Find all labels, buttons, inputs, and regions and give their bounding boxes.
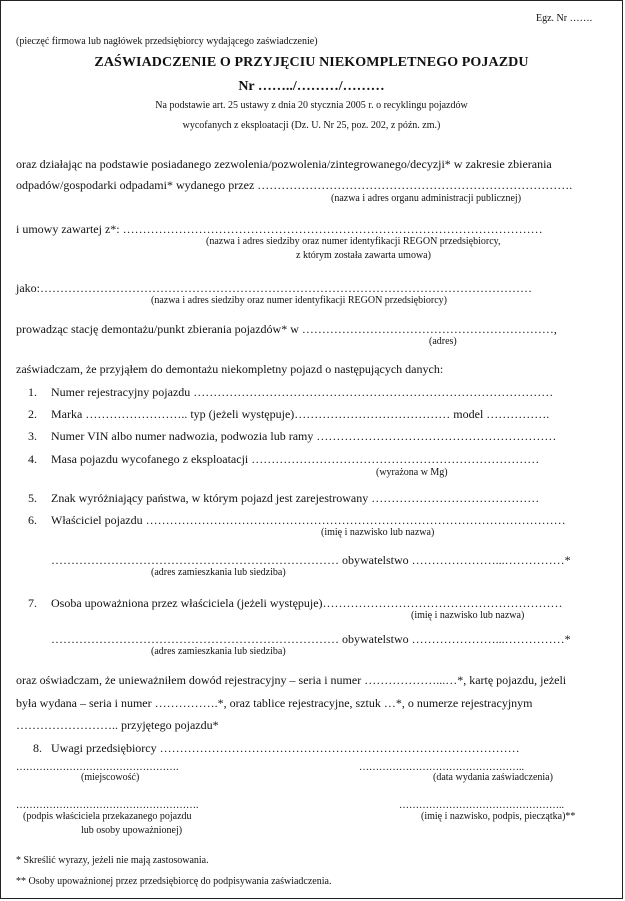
declaration-line-1: oraz oświadczam, że unieważniłem dowód rejestracyjny – seria i numer ………………...…*, kartę pojazdu, jeżeli xyxy=(16,673,567,687)
date-hint: (data wydania zaświadczenia) xyxy=(433,772,553,783)
item-5-country-code: Znak wyróżniający państwa, w którym pojazd jest zarejestrowany …………………………………… xyxy=(51,491,540,505)
permit-hint: (nazwa i adres organu administracji publicznej) xyxy=(331,193,522,204)
document-number: Nr ……../………/……… xyxy=(238,79,385,94)
date-dots: ………………………………………….. xyxy=(359,762,524,773)
item-7-authorized-person: Osoba upoważniona przez właściciela (jeżeli występuje)…………………………………………………… xyxy=(51,596,563,610)
item-1-number: 1. xyxy=(28,385,37,399)
item-6-address-citizenship: ……………………………………………………………… obywatelstwo …………………...……………* xyxy=(51,553,571,567)
item-2-number: 2. xyxy=(28,407,37,421)
owner-signature-dots: ………………………………………………. xyxy=(16,800,199,811)
stamp-note: (pieczęć firmowa lub nagłówek przedsiębiorcy wydającego zaświadczenie) xyxy=(16,36,318,47)
permit-line-2: odpadów/gospodarki odpadami* wydanego przez ……………………………………………………………………. xyxy=(16,178,573,192)
as-line: jako:…………………………………………………………………………………………………………… xyxy=(16,281,532,295)
item-5-number: 5. xyxy=(28,491,37,505)
as-hint: (nazwa i adres siedziby oraz numer identyfikacji REGON przedsiębiorcy) xyxy=(151,295,447,306)
certify-line: zaświadczam, że przyjąłem do demontażu niekompletny pojazd o następujących danych: xyxy=(16,362,444,376)
issuer-signature-dots: ………………………………………….. xyxy=(399,800,564,811)
footnote-1: * Skreślić wyrazy, jeżeli nie mają zastosowania. xyxy=(16,855,209,866)
item-6-owner: Właściciel pojazdu …………………………………………………………………………………………… xyxy=(51,513,566,527)
item-6-address-hint: (adres zamieszkania lub siedziba) xyxy=(151,567,286,578)
declaration-line-3: …………………….. przyjętego pojazdu* xyxy=(16,718,219,732)
copy-number: Egz. Nr ……. xyxy=(536,13,593,24)
item-3-number: 3. xyxy=(28,429,37,443)
place-dots: …………………………………………. xyxy=(16,762,179,773)
place-hint: (miejscowość) xyxy=(81,772,140,783)
contract-hint-2: z którym została zawarta umowa) xyxy=(296,250,431,261)
item-7-hint: (imię i nazwisko lub nazwa) xyxy=(411,610,525,621)
item-7-address-hint: (adres zamieszkania lub siedziba) xyxy=(151,646,286,657)
contract-hint-1: (nazwa i adres siedziby oraz numer identyfikacji REGON przedsiębiorcy, xyxy=(206,236,501,247)
item-7-number: 7. xyxy=(28,596,37,610)
issuer-signature-hint: (imię i nazwisko, podpis, pieczątka)** xyxy=(421,811,576,822)
item-4-hint: (wyrażona w Mg) xyxy=(376,467,448,478)
footnote-2: ** Osoby upoważnionej przez przedsiębiorcę do podpisywania zaświadczenia. xyxy=(16,876,332,887)
document-title: ZAŚWIADCZENIE O PRZYJĘCIU NIEKOMPLETNEGO POJAZDU xyxy=(94,55,529,70)
remarks-line: Uwagi przedsiębiorcy ……………………………………………………………………………… xyxy=(51,741,520,755)
owner-signature-hint-2: lub osoby upoważnionej) xyxy=(81,825,183,836)
legal-basis-line-2: wycofanych z eksploatacji (Dz. U. Nr 25, poz. 202, z późn. zm.) xyxy=(182,120,441,131)
station-line: prowadząc stację demontażu/punkt zbierania pojazdów* w ………………………………………………………, xyxy=(16,322,557,336)
item-4-number: 4. xyxy=(28,452,37,466)
item-4-mass: Masa pojazdu wycofanego z eksploatacji ……………………………………………………………… xyxy=(51,452,540,466)
permit-line-1: oraz działając na podstawie posiadanego zezwolenia/pozwolenia/zintegrowanego/decyzji* w zakresie zbierania xyxy=(16,157,552,171)
item-1-registration: Numer rejestracyjny pojazdu ……………………………………………………………………………… xyxy=(51,385,554,399)
contract-line: i umowy zawartej z*: …………………………………………………………………………………………… xyxy=(16,222,543,236)
item-3-vin: Numer VIN albo numer nadwozia, podwozia lub ramy …………………………………………………… xyxy=(51,429,557,443)
station-hint: (adres) xyxy=(429,336,457,347)
item-7-address-citizenship: ……………………………………………………………… obywatelstwo …………………...……………* xyxy=(51,632,571,646)
owner-signature-hint-1: (podpis właściciela przekazanego pojazdu xyxy=(23,811,192,822)
declaration-line-2: była wydana – seria i numer …………….*, oraz tablice rejestracyjne, sztuk …*, o numerze rejestracyjnym xyxy=(16,696,533,710)
item-6-hint: (imię i nazwisko lub nazwa) xyxy=(321,527,435,538)
item-8-number: 8. xyxy=(33,741,42,755)
item-6-number: 6. xyxy=(28,513,37,527)
item-2-make-type-model: Marka …………………….. typ (jeżeli występuje)………………………………… model ……………. xyxy=(51,407,550,421)
legal-basis-line-1: Na podstawie art. 25 ustawy z dnia 20 stycznia 2005 r. o recyklingu pojazdów xyxy=(155,100,468,111)
